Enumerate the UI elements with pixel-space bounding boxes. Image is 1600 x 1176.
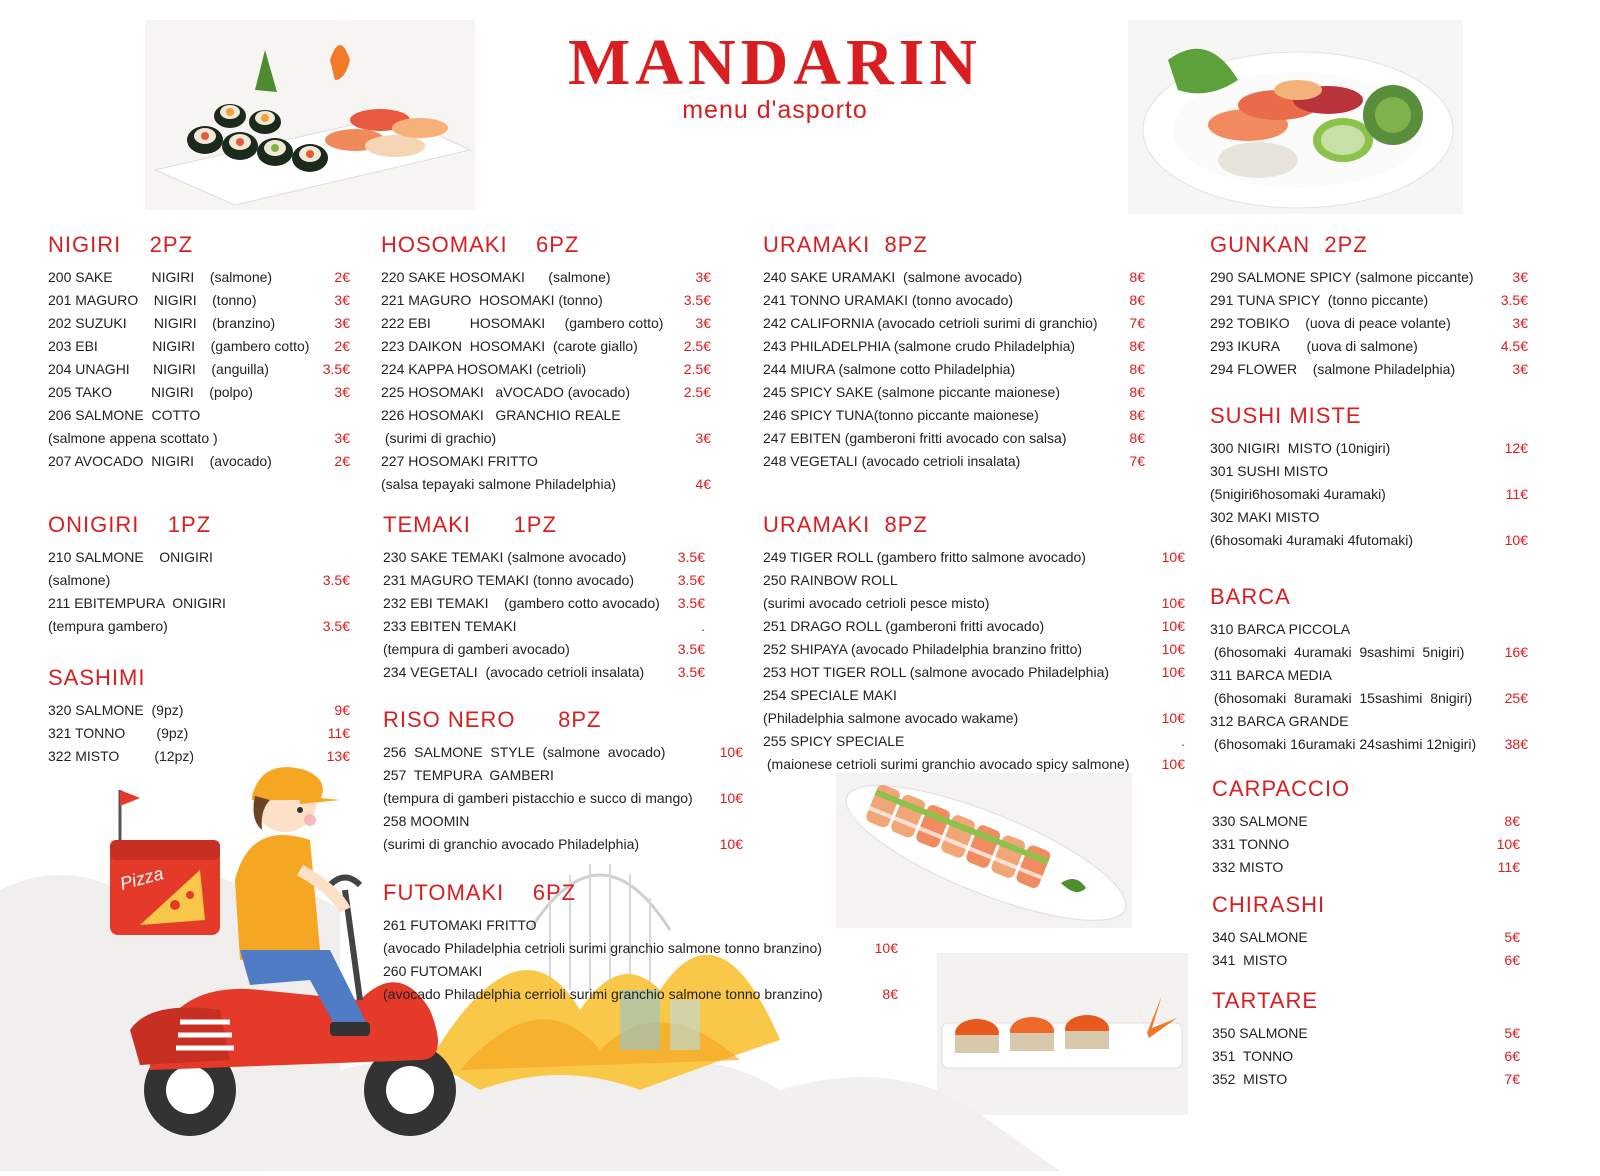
menu-item-price: 25€ bbox=[1504, 690, 1528, 706]
item-list bbox=[383, 546, 705, 684]
menu-item bbox=[1212, 1022, 1520, 1045]
menu-item bbox=[48, 450, 350, 473]
menu-item-price: 8€ bbox=[1129, 292, 1145, 308]
menu-item bbox=[383, 833, 743, 856]
menu-item bbox=[763, 615, 1185, 638]
menu-item-text: 330 SALMONE bbox=[1212, 813, 1308, 829]
menu-item-price: 10€ bbox=[1161, 756, 1185, 772]
menu-item-text: 202 SUZUKI NIGIRI (branzino) bbox=[48, 315, 276, 331]
menu-item-price: 8€ bbox=[1129, 338, 1145, 354]
menu-item bbox=[1210, 664, 1528, 687]
menu-item-price: 3.5€ bbox=[677, 641, 705, 657]
menu-item-price: 7€ bbox=[1129, 315, 1145, 331]
menu-item bbox=[383, 546, 705, 569]
menu-item-text: 251 DRAGO ROLL (gamberoni fritti avocado) bbox=[763, 618, 1045, 634]
section-carpaccio bbox=[1212, 776, 1520, 879]
menu-item-text: 250 RAINBOW ROLL bbox=[763, 572, 898, 588]
menu-item-text: 205 TAKO NIGIRI (polpo) bbox=[48, 384, 253, 400]
menu-item bbox=[383, 661, 705, 684]
section-title: HOSOMAKI 6PZ bbox=[381, 232, 580, 257]
item-list bbox=[1212, 1022, 1520, 1091]
menu-item-price: 3.5€ bbox=[322, 361, 350, 377]
menu-item-text: 256 SALMONE STYLE (salmone avocado) bbox=[383, 744, 666, 760]
menu-item bbox=[381, 450, 711, 473]
section-riso-nero bbox=[383, 707, 743, 856]
menu-item bbox=[383, 764, 743, 787]
menu-subtitle: menu d'asporto bbox=[682, 96, 868, 124]
menu-item-text: 300 NIGIRI MISTO (10nigiri) bbox=[1210, 440, 1391, 456]
menu-item bbox=[1212, 833, 1520, 856]
menu-item-text: 291 TUNA SPICY (tonno piccante) bbox=[1210, 292, 1429, 308]
menu-item-text: 245 SPICY SAKE (salmone piccante maionese) bbox=[763, 384, 1061, 400]
menu-item-price: 8€ bbox=[1129, 407, 1145, 423]
menu-item-text: 247 EBITEN (gamberoni fritti avocado con salsa) bbox=[763, 430, 1067, 446]
menu-item-text: 242 CALIFORNIA (avocado cetrioli surimi di granchio) bbox=[763, 315, 1098, 331]
menu-item bbox=[383, 914, 898, 937]
menu-item-price: 3.5€ bbox=[677, 549, 705, 565]
item-list bbox=[48, 546, 350, 638]
menu-item bbox=[383, 615, 705, 638]
menu-item-text: (6hosomaki 16uramaki 24sashimi 12nigiri) bbox=[1210, 736, 1477, 752]
section-nigiri bbox=[48, 232, 350, 473]
menu-item bbox=[48, 312, 350, 335]
item-list bbox=[1210, 437, 1528, 552]
menu-item-price: 16€ bbox=[1504, 644, 1528, 660]
section-gunkan bbox=[1210, 232, 1528, 381]
menu-item-price: 11€ bbox=[1505, 486, 1528, 502]
menu-item-text: 204 UNAGHI NIGIRI (anguilla) bbox=[48, 361, 269, 377]
menu-item-price: 10€ bbox=[719, 836, 743, 852]
menu-item-price: 7€ bbox=[1504, 1071, 1520, 1087]
menu-item bbox=[1210, 289, 1528, 312]
menu-item-text: 301 SUSHI MISTO bbox=[1210, 463, 1329, 479]
menu-item-text: (salsa tepayaki salmone Philadelphia) bbox=[381, 476, 617, 492]
menu-item-price: 2€ bbox=[334, 453, 350, 469]
section-tartare bbox=[1212, 988, 1520, 1091]
menu-item bbox=[381, 381, 711, 404]
menu-item-text: 230 SAKE TEMAKI (salmone avocado) bbox=[383, 549, 627, 565]
menu-item-price: 3€ bbox=[334, 292, 350, 308]
menu-item-text: 350 SALMONE bbox=[1212, 1025, 1308, 1041]
menu-item bbox=[381, 404, 711, 427]
menu-item-text: 200 SAKE NIGIRI (salmone) bbox=[48, 269, 273, 285]
menu-item bbox=[1210, 506, 1528, 529]
menu-item bbox=[763, 335, 1145, 358]
menu-item-price: 9€ bbox=[334, 702, 350, 718]
section-chirashi bbox=[1212, 892, 1520, 972]
item-list bbox=[48, 699, 350, 768]
menu-item bbox=[763, 546, 1185, 569]
section-title: RISO NERO 8PZ bbox=[383, 707, 602, 732]
menu-item-price: 8€ bbox=[1129, 384, 1145, 400]
menu-item-price: 6€ bbox=[1504, 1048, 1520, 1064]
menu-item-price: 8€ bbox=[1504, 813, 1520, 829]
menu-item bbox=[48, 546, 350, 569]
menu-item-text: 320 SALMONE (9pz) bbox=[48, 702, 184, 718]
menu-item bbox=[1210, 618, 1528, 641]
menu-item-price: 10€ bbox=[719, 744, 743, 760]
menu-item-price: 3€ bbox=[334, 315, 350, 331]
menu-item bbox=[48, 745, 350, 768]
menu-item-price: 3€ bbox=[1512, 361, 1528, 377]
menu-item-text: 223 DAIKON HOSOMAKI (carote giallo) bbox=[381, 338, 638, 354]
menu-item-text: (6hosomaki 4uramaki 4futomaki) bbox=[1210, 532, 1414, 548]
menu-item-text: (avocado Philadelphia cetrioli surimi granchio salmone tonno branzino) bbox=[383, 940, 822, 956]
menu-item-price: 10€ bbox=[1161, 618, 1185, 634]
item-list bbox=[383, 741, 743, 856]
nigiri-platter-photo bbox=[145, 20, 475, 210]
menu-item-text: 321 TONNO (9pz) bbox=[48, 725, 189, 741]
menu-item bbox=[48, 569, 350, 592]
section-title: URAMAKI 8PZ bbox=[763, 232, 928, 257]
menu-item-text: 206 SALMONE COTTO bbox=[48, 407, 201, 423]
menu-item bbox=[763, 638, 1185, 661]
menu-item-price: 10€ bbox=[1161, 641, 1185, 657]
menu-item-text: 293 IKURA (uova di salmone) bbox=[1210, 338, 1418, 354]
section-title: SUSHI MISTE bbox=[1210, 403, 1362, 428]
item-list bbox=[1212, 926, 1520, 972]
section-title: FUTOMAKI 6PZ bbox=[383, 880, 577, 905]
menu-item-price: 13€ bbox=[326, 748, 350, 764]
menu-item-text: 257 TEMPURA GAMBERI bbox=[383, 767, 554, 783]
menu-item-text: (tempura di gamberi pistacchio e succo di mango) bbox=[383, 790, 693, 806]
menu-item-text: 222 EBI HOSOMAKI (gambero cotto) bbox=[381, 315, 664, 331]
menu-item bbox=[48, 381, 350, 404]
menu-item bbox=[381, 427, 711, 450]
menu-item bbox=[381, 312, 711, 335]
menu-item-text: 312 BARCA GRANDE bbox=[1210, 713, 1349, 729]
menu-item-price: 10€ bbox=[874, 940, 898, 956]
menu-item bbox=[48, 427, 350, 450]
restaurant-name: MANDARIN bbox=[568, 26, 982, 99]
menu-item-text: 332 MISTO bbox=[1212, 859, 1284, 875]
menu-item-price: . bbox=[1181, 733, 1185, 749]
menu-item-price: 7€ bbox=[1129, 453, 1145, 469]
menu-item-text: (5nigiri6hosomaki 4uramaki) bbox=[1210, 486, 1386, 502]
menu-item-price: 2€ bbox=[334, 338, 350, 354]
section-hosomaki bbox=[381, 232, 711, 496]
menu-item bbox=[763, 427, 1145, 450]
menu-item-price: 38€ bbox=[1504, 736, 1528, 752]
menu-item bbox=[763, 404, 1145, 427]
menu-item-price: 3€ bbox=[334, 430, 350, 446]
menu-item-price: 8€ bbox=[882, 986, 898, 1002]
menu-item-price: 11€ bbox=[1497, 859, 1520, 875]
section-temaki bbox=[383, 512, 705, 684]
menu-item-text: 331 TONNO bbox=[1212, 836, 1290, 852]
menu-item-price: 10€ bbox=[1161, 664, 1185, 680]
menu-item bbox=[1210, 335, 1528, 358]
menu-item-price: 3€ bbox=[334, 384, 350, 400]
restaurant-header bbox=[560, 26, 990, 125]
menu-item bbox=[383, 960, 898, 983]
menu-item-text: 240 SAKE URAMAKI (salmone avocado) bbox=[763, 269, 1023, 285]
item-list bbox=[48, 266, 350, 473]
menu-item-text: 322 MISTO (12pz) bbox=[48, 748, 195, 764]
menu-item-text: 207 AVOCADO NIGIRI (avocado) bbox=[48, 453, 272, 469]
item-list bbox=[1210, 618, 1528, 756]
menu-item bbox=[1210, 358, 1528, 381]
menu-item-text: (surimi di grachio) bbox=[381, 430, 497, 446]
menu-item bbox=[1210, 687, 1528, 710]
menu-item-text: 244 MIURA (salmone cotto Philadelphia) bbox=[763, 361, 1016, 377]
item-list bbox=[1212, 810, 1520, 879]
menu-item-text: (surimi avocado cetrioli pesce misto) bbox=[763, 595, 990, 611]
menu-item-price: 3€ bbox=[1512, 315, 1528, 331]
section-onigiri bbox=[48, 512, 350, 638]
section-title: TARTARE bbox=[1212, 988, 1319, 1013]
menu-item bbox=[383, 810, 743, 833]
menu-item bbox=[1212, 810, 1520, 833]
menu-item-price: 8€ bbox=[1129, 269, 1145, 285]
menu-item bbox=[1210, 733, 1528, 756]
menu-item-text: 221 MAGURO HOSOMAKI (tonno) bbox=[381, 292, 603, 308]
menu-item-text: (maionese cetrioli surimi granchio avocado spicy salmone) bbox=[763, 756, 1130, 772]
menu-item-text: 255 SPICY SPECIALE bbox=[763, 733, 905, 749]
menu-item bbox=[763, 707, 1185, 730]
menu-item-price: 3€ bbox=[1512, 269, 1528, 285]
menu-item-text: (6hosomaki 8uramaki 15sashimi 8nigiri) bbox=[1210, 690, 1473, 706]
menu-item-text: 243 PHILADELPHIA (salmone crudo Philadelphia) bbox=[763, 338, 1076, 354]
menu-item-text: 290 SALMONE SPICY (salmone piccante) bbox=[1210, 269, 1474, 285]
section-sushi-miste bbox=[1210, 403, 1528, 552]
menu-item bbox=[1212, 856, 1520, 879]
menu-item-text: 310 BARCA PICCOLA bbox=[1210, 621, 1351, 637]
menu-item bbox=[381, 266, 711, 289]
menu-item bbox=[383, 983, 898, 1006]
menu-item-price: 3€ bbox=[695, 430, 711, 446]
menu-item bbox=[48, 404, 350, 427]
menu-item-text: 225 HOSOMAKI aVOCADO (avocado) bbox=[381, 384, 630, 400]
item-list bbox=[763, 266, 1145, 473]
menu-item-text: 260 FUTOMAKI bbox=[383, 963, 483, 979]
menu-item bbox=[763, 312, 1145, 335]
menu-item-price: 3.5€ bbox=[322, 572, 350, 588]
item-list bbox=[383, 914, 898, 1006]
menu-item-text: (tempura gambero) bbox=[48, 618, 168, 634]
menu-item-price: 3.5€ bbox=[322, 618, 350, 634]
menu-item bbox=[1210, 312, 1528, 335]
menu-item bbox=[763, 684, 1185, 707]
menu-item bbox=[763, 753, 1185, 776]
section-title: BARCA bbox=[1210, 584, 1291, 609]
menu-item-text: 340 SALMONE bbox=[1212, 929, 1308, 945]
menu-item-text: 253 HOT TIGER ROLL (salmone avocado Philadelphia) bbox=[763, 664, 1110, 680]
menu-item bbox=[383, 787, 743, 810]
menu-item bbox=[763, 661, 1185, 684]
menu-item bbox=[1210, 460, 1528, 483]
menu-item bbox=[1212, 949, 1520, 972]
item-list bbox=[763, 546, 1185, 776]
menu-item bbox=[383, 569, 705, 592]
menu-item-price: 2.5€ bbox=[683, 384, 711, 400]
section-title: ONIGIRI 1PZ bbox=[48, 512, 212, 537]
menu-item-text: (Philadelphia salmone avocado wakame) bbox=[763, 710, 1019, 726]
menu-item-text: 241 TONNO URAMAKI (tonno avocado) bbox=[763, 292, 1014, 308]
menu-item bbox=[383, 741, 743, 764]
menu-item-text: (tempura di gamberi avocado) bbox=[383, 641, 570, 657]
section-uramaki-special bbox=[763, 512, 1185, 776]
menu-item bbox=[48, 358, 350, 381]
menu-item-text: (salmone) bbox=[48, 572, 111, 588]
menu-item-price: 8€ bbox=[1129, 430, 1145, 446]
menu-item-price: 2€ bbox=[334, 269, 350, 285]
menu-item bbox=[48, 699, 350, 722]
menu-item-text: (surimi di granchio avocado Philadelphia) bbox=[383, 836, 640, 852]
menu-item bbox=[381, 358, 711, 381]
menu-item bbox=[48, 722, 350, 745]
menu-item bbox=[48, 335, 350, 358]
menu-item bbox=[383, 937, 898, 960]
menu-item-price: 4.5€ bbox=[1500, 338, 1528, 354]
menu-item-price: 10€ bbox=[719, 790, 743, 806]
menu-item-price: 3.5€ bbox=[1500, 292, 1528, 308]
menu-item bbox=[48, 615, 350, 638]
menu-item bbox=[48, 592, 350, 615]
menu-item bbox=[763, 569, 1185, 592]
menu-item-text: (avocado Philadelphia cerrioli surimi granchio salmone tonno branzino) bbox=[383, 986, 823, 1002]
menu-item bbox=[48, 266, 350, 289]
menu-item-price: 12€ bbox=[1504, 440, 1528, 456]
menu-item-text: 210 SALMONE ONIGIRI bbox=[48, 549, 213, 565]
section-title: CHIRASHI bbox=[1212, 892, 1326, 917]
menu-item-text: 233 EBITEN TEMAKI bbox=[383, 618, 517, 634]
menu-item-text: 224 KAPPA HOSOMAKI (cetrioli) bbox=[381, 361, 587, 377]
section-title: SASHIMI bbox=[48, 665, 146, 690]
menu-item-text: 252 SHIPAYA (avocado Philadelphia branzino fritto) bbox=[763, 641, 1083, 657]
section-title: URAMAKI 8PZ bbox=[763, 512, 928, 537]
section-title: NIGIRI 2PZ bbox=[48, 232, 194, 257]
menu-item-price: 3.5€ bbox=[677, 572, 705, 588]
menu-item-text: 201 MAGURO NIGIRI (tonno) bbox=[48, 292, 257, 308]
section-title: TEMAKI 1PZ bbox=[383, 512, 557, 537]
menu-item-price: 6€ bbox=[1504, 952, 1520, 968]
menu-item-text: 352 MISTO bbox=[1212, 1071, 1288, 1087]
menu-item-price: 11€ bbox=[327, 725, 350, 741]
menu-item-price: 3.5€ bbox=[683, 292, 711, 308]
menu-item bbox=[383, 592, 705, 615]
menu-item-price: 2.5€ bbox=[683, 338, 711, 354]
menu-item-text: 232 EBI TEMAKI (gambero cotto avocado) bbox=[383, 595, 660, 611]
menu-item-text: 231 MAGURO TEMAKI (tonno avocado) bbox=[383, 572, 635, 588]
menu-item-price: 10€ bbox=[1161, 595, 1185, 611]
menu-item bbox=[1210, 529, 1528, 552]
menu-item bbox=[1210, 483, 1528, 506]
menu-item-text: 227 HOSOMAKI FRITTO bbox=[381, 453, 538, 469]
menu-item bbox=[1212, 926, 1520, 949]
menu-item-price: 3.5€ bbox=[677, 595, 705, 611]
menu-item bbox=[763, 358, 1145, 381]
menu-item-text: 248 VEGETALI (avocado cetrioli insalata) bbox=[763, 453, 1021, 469]
menu-item bbox=[383, 638, 705, 661]
menu-item bbox=[763, 592, 1185, 615]
menu-item-text: 292 TOBIKO (uova di peace volante) bbox=[1210, 315, 1451, 331]
menu-item bbox=[763, 266, 1145, 289]
section-uramaki bbox=[763, 232, 1145, 473]
item-list bbox=[1210, 266, 1528, 381]
menu-item-price: 3.5€ bbox=[677, 664, 705, 680]
menu-item-text: 203 EBI NIGIRI (gambero cotto) bbox=[48, 338, 310, 354]
menu-item-price: 10€ bbox=[1496, 836, 1520, 852]
menu-item-text: (6hosomaki 4uramaki 9sashimi 5nigiri) bbox=[1210, 644, 1465, 660]
menu-item-price: 5€ bbox=[1504, 1025, 1520, 1041]
menu-item-price: 10€ bbox=[1161, 710, 1185, 726]
pizza-box-label: Pizza bbox=[117, 863, 166, 894]
menu-item bbox=[381, 335, 711, 358]
section-sashimi bbox=[48, 665, 350, 768]
menu-item-text: 220 SAKE HOSOMAKI (salmone) bbox=[381, 269, 611, 285]
menu-item-price: 10€ bbox=[1504, 532, 1528, 548]
menu-item bbox=[1210, 437, 1528, 460]
section-futomaki bbox=[383, 880, 898, 1006]
section-title: CARPACCIO bbox=[1212, 776, 1351, 801]
menu-item-price: 10€ bbox=[1161, 549, 1185, 565]
menu-item-text: 249 TIGER ROLL (gambero fritto salmone avocado) bbox=[763, 549, 1086, 565]
menu-item bbox=[1210, 266, 1528, 289]
menu-item-text: 341 MISTO bbox=[1212, 952, 1288, 968]
menu-item-price: 3€ bbox=[695, 315, 711, 331]
menu-item-text: 211 EBITEMPURA ONIGIRI bbox=[48, 595, 226, 611]
menu-item-text: 302 MAKI MISTO bbox=[1210, 509, 1320, 525]
menu-item-text: 254 SPECIALE MAKI bbox=[763, 687, 897, 703]
menu-item-price: 5€ bbox=[1504, 929, 1520, 945]
menu-item-price: 2.5€ bbox=[683, 361, 711, 377]
menu-item-price: 4€ bbox=[695, 476, 711, 492]
sashimi-plate-photo bbox=[1128, 20, 1463, 214]
menu-item bbox=[1212, 1068, 1520, 1091]
menu-item bbox=[381, 289, 711, 312]
menu-item-price: 8€ bbox=[1129, 361, 1145, 377]
menu-item-text: (salmone appena scottato ) bbox=[48, 430, 218, 446]
menu-item-text: 226 HOSOMAKI GRANCHIO REALE bbox=[381, 407, 621, 423]
menu-item-price: 3€ bbox=[695, 269, 711, 285]
menu-item bbox=[1210, 710, 1528, 733]
section-barca bbox=[1210, 584, 1528, 756]
menu-item-text: 311 BARCA MEDIA bbox=[1210, 667, 1332, 683]
menu-item-text: 261 FUTOMAKI FRITTO bbox=[383, 917, 537, 933]
menu-item-text: 351 TONNO bbox=[1212, 1048, 1294, 1064]
menu-item bbox=[381, 473, 711, 496]
menu-item bbox=[763, 381, 1145, 404]
menu-item bbox=[763, 450, 1145, 473]
section-title: GUNKAN 2PZ bbox=[1210, 232, 1368, 257]
menu-item-text: 258 MOOMIN bbox=[383, 813, 470, 829]
menu-item bbox=[763, 730, 1185, 753]
menu-item bbox=[1210, 641, 1528, 664]
menu-item-text: 234 VEGETALI (avocado cetrioli insalata) bbox=[383, 664, 645, 680]
menu-item bbox=[763, 289, 1145, 312]
item-list bbox=[381, 266, 711, 496]
menu-item-text: 246 SPICY TUNA(tonno piccante maionese) bbox=[763, 407, 1039, 423]
menu-item-price: . bbox=[701, 618, 705, 634]
menu-item bbox=[48, 289, 350, 312]
menu-item-text: 294 FLOWER (salmone Philadelphia) bbox=[1210, 361, 1456, 377]
menu-item bbox=[1212, 1045, 1520, 1068]
